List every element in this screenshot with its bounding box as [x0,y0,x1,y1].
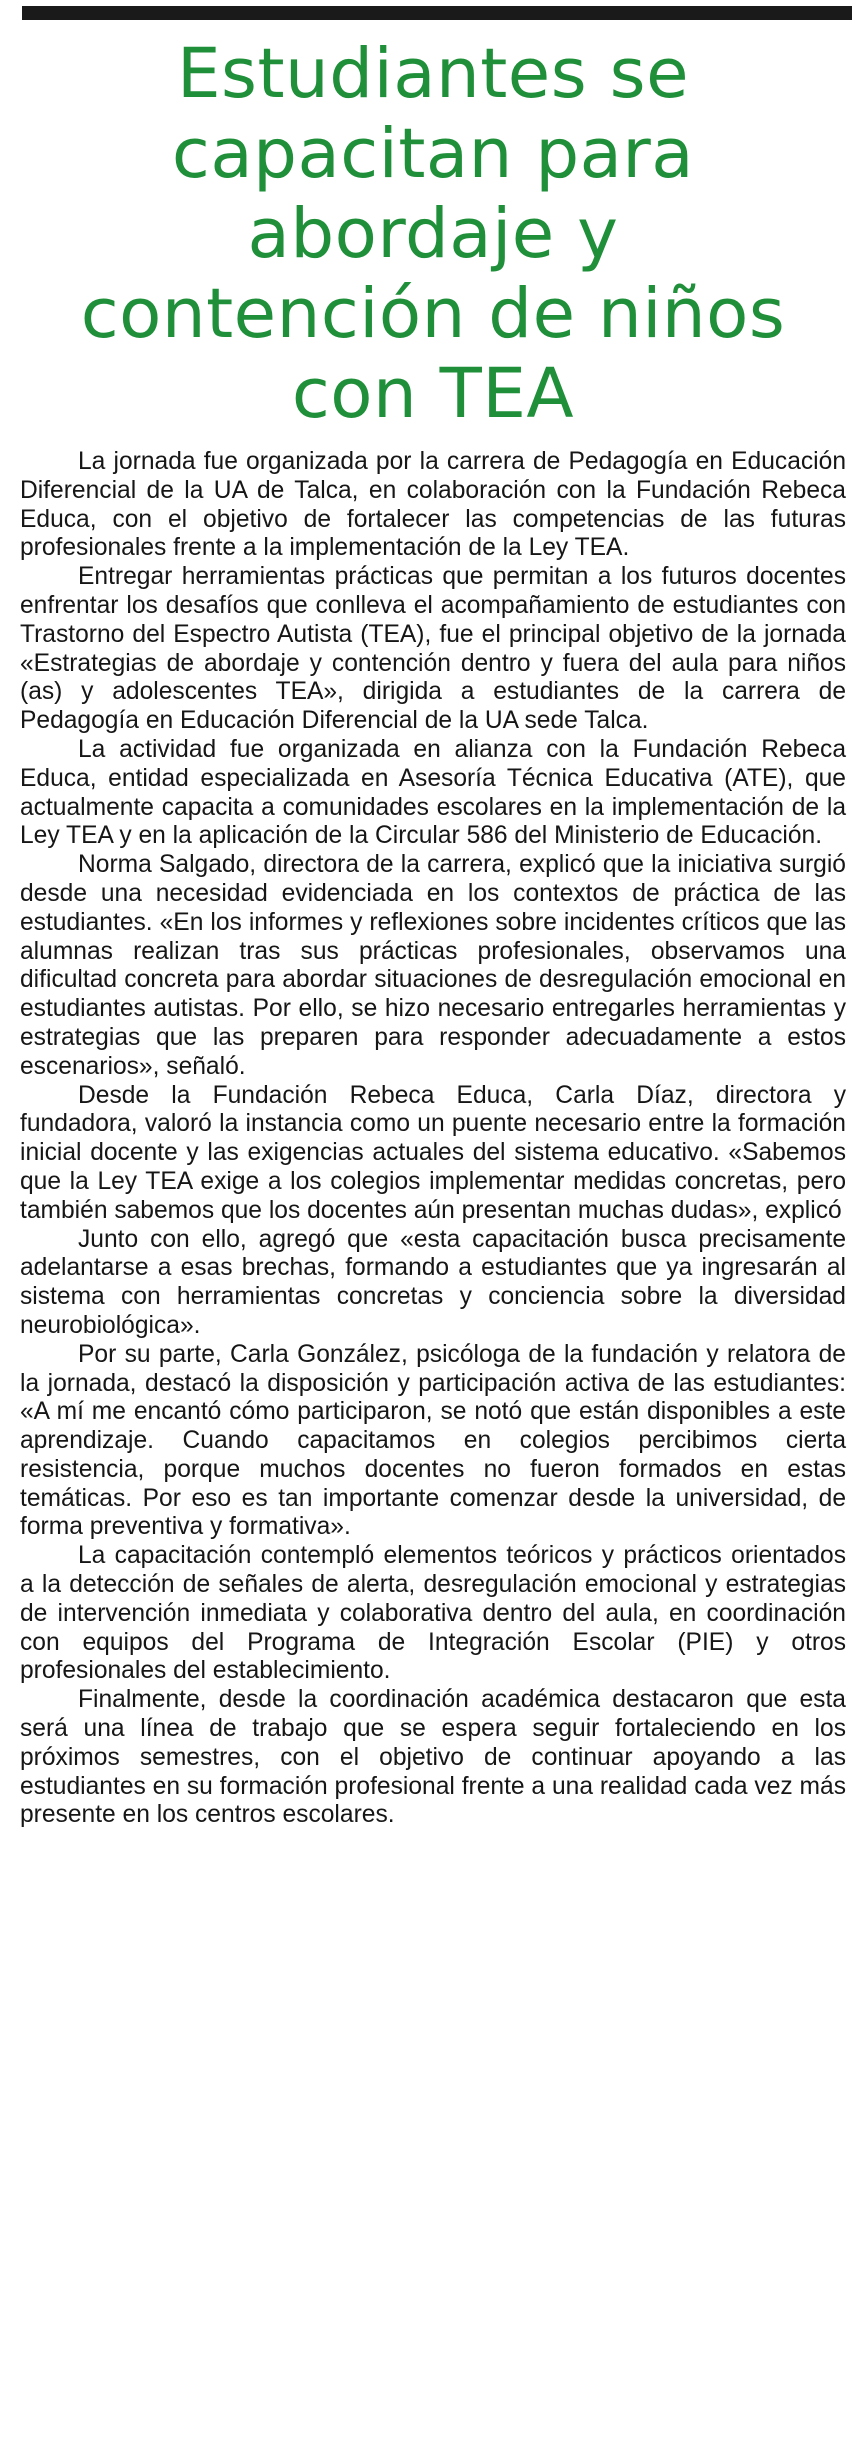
headline: Estudiantes se capacitan para abordaje y contención de niños con TEA [80,34,786,434]
paragraph: La actividad fue organizada en alianza con la Fundación Rebeca Educa, entidad especializada en Asesoría Técnica Educativa (ATE), que actualmente capacita a comunidades escolares en la implementación de la Ley TEA y en la aplicación de la Circular 586 del Ministerio de Educación. [20,735,846,850]
article-body [20,448,846,1830]
paragraph: Junto con ello, agregó que «esta capacitación busca precisamente adelantarse a esas brechas, formando a estudiantes que ya ingresarán al sistema con herramientas concretas y conciencia sobre la diversidad neurobiológica». [20,1225,846,1339]
paragraph: Norma Salgado, directora de la carrera, explicó que la iniciativa surgió desde una necesidad evidenciada en los contextos de práctica de las estudiantes. «En los informes y reflexiones sobre incidentes críticos que las alumnas realizan tras sus prácticas profesionales, observamos una dificultad concreta para abordar situaciones de desregulación emocional en estudiantes autistas. Por ello, se hizo necesario entregarles herramientas y estrategias que las preparen para responder adecuadamente a estos escenarios», señaló. [20,851,846,1080]
paragraph: La capacitación contempló elementos teóricos y prácticos orientados a la detección de señales de alerta, desregulación emocional y estrategias de intervención inmediata y colaborativa dentro del aula, en coordinación con equipos del Programa de Integración Escolar (PIE) y otros profesionales del establecimiento. [20,1542,846,1685]
paragraph: Desde la Fundación Rebeca Educa, Carla Díaz, directora y fundadora, valoró la instancia como un puente necesario entre la formación inicial docente y las exigencias actuales del sistema educativo. «Sabemos que la Ley TEA exige a los colegios implementar medidas concretas, pero también sabemos que los docentes aún presentan muchas dudas», explicó [20,1081,846,1224]
paragraph: Finalmente, desde la coordinación académica destacaron que esta será una línea de trabajo que se espera seguir fortaleciendo en los próximos semestres, con el objetivo de continuar apoyando a las estudiantes en su formación profesional frente a una realidad cada vez más presente en los centros escolares. [20,1686,846,1829]
top-rule [22,6,852,20]
paragraph: Por su parte, Carla González, psicóloga de la fundación y relatora de la jornada, destacó la disposición y participación activa de las estudiantes: «A mí me encantó cómo participaron, se notó que están disponibles a este aprendizaje. Cuando capacitamos en colegios percibimos cierta resistencia, porque muchos docentes no fueron formados en estas temáticas. Por eso es tan importante comenzar desde la universidad, de forma preventiva y formativa». [20,1340,846,1541]
paragraph: Entregar herramientas prácticas que permitan a los futuros docentes enfrentar los desafíos que conlleva el acompañamiento de estudiantes con Trastorno del Espectro Autista (TEA), fue el principal objetivo de la jornada «Estrategias de abordaje y contención dentro y fuera del aula para niños (as) y adolescentes TEA», dirigida a estudiantes de la carrera de Pedagogía en Educación Diferencial de la UA sede Talca. [20,563,846,735]
paragraph: La jornada fue organizada por la carrera de Pedagogía en Educación Diferencial de la UA de Talca, en colaboración con la Fundación Rebeca Educa, con el objetivo de fortalecer las competencias de las futuras profesionales frente a la implementación de la Ley TEA. [20,448,846,562]
